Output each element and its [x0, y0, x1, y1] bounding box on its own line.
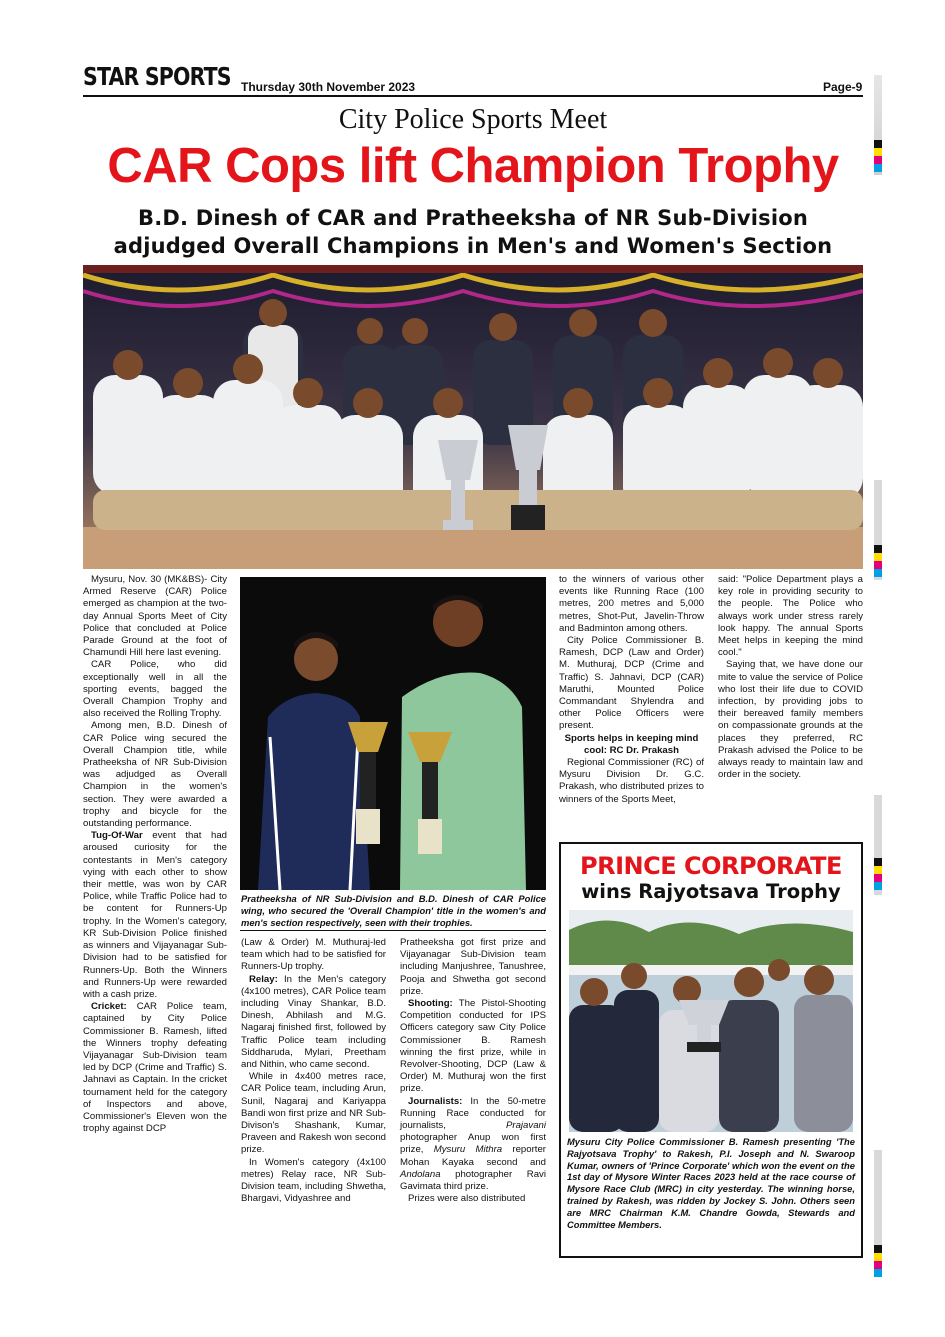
page-number: Page-9: [823, 80, 863, 94]
champions-photo: [240, 577, 546, 890]
article-column-1: [83, 574, 227, 1135]
cmyk-marks: [874, 140, 882, 172]
caption-rule: [240, 930, 546, 931]
paragraph: (Law & Order) M. Muthuraj-led team which had to be satisfied for Runners-Up trophy.: [241, 937, 386, 973]
article-column-2: [241, 937, 386, 1205]
kicker: City Police Sports Meet: [338, 104, 608, 135]
section-title: STAR SPORTS: [83, 62, 231, 91]
paragraph: Saying that, we have done our mite to value the service of Police who lost their life due to COVID infection, by providing jobs to their bereaved family members on compassionate grounds at the places they preferred, RC Prakash advised the Police to be always ready to maintain law and order in the society.: [718, 659, 863, 781]
paragraph-lead: Journalists:: [408, 1095, 463, 1107]
prince-corporate-box: [559, 842, 863, 1258]
paragraph: City Police Commissioner B. Ramesh, DCP (Law and Order) M. Muthuraj, DCP (Crime and Traffic) S. Jahnavi, DCP (CAR) Maruthi, Mounted Police Commandant Shylendra and other Police Officers were present.: [559, 635, 704, 732]
paragraph: Journalists: In the 50-metre Running Race conducted for journalists, Prajavani photographer Anup won first prize, Mysuru Mithra reporter Mohan Kayaka second and Andolana photographer Ravi Gavimata third prize.: [400, 1095, 546, 1193]
publication-name: Mysuru Mithra: [433, 1144, 503, 1156]
cmyk-marks: [874, 545, 882, 577]
article-column-5: [718, 574, 863, 781]
paragraph: Prizes were also distributed: [408, 1193, 526, 1205]
paragraph-lead: Relay:: [249, 973, 278, 985]
article-column-4: [559, 574, 704, 806]
paragraph: to the winners of various other events like Running Race (100 metres, 200 metres and 5,000 metres, Shot-Put, Javelin-Throw and Badminton among others.: [559, 574, 704, 634]
paragraph: said: "Police Department plays a key role in providing security to the people. The Police who always work under stress rarely look happy. The annual Sports Meet helps in keeping the mind cool.": [718, 574, 863, 659]
header-rule: [83, 95, 863, 97]
champions-photo-caption: Pratheeksha of NR Sub-Division and B.D. Dinesh of CAR Police wing, who secured the 'Overall Champion' title in the women's and men's section respectively, seen with their trophies.: [241, 893, 546, 928]
article-column-3: [400, 937, 546, 1205]
deck-line-1: B.D. Dinesh of CAR and Pratheeksha of NR Sub-Division: [137, 206, 808, 230]
box-title: PRINCE CORPORATE: [580, 852, 842, 880]
headline: CAR Cops lift Champion Trophy: [107, 139, 839, 193]
subhead: Sports helps in keeping mind cool: RC Dr. Prakash: [564, 732, 699, 756]
paragraph: While in 4x400 metres race, CAR Police team, including Arun, Sunil, Nagaraj and Kariyappa Bandi won first prize and NR Sub-Divison's Shashank, Kumar, Praveen and Rakesh won second prize.: [241, 1071, 386, 1156]
team-photo: [83, 265, 863, 569]
paragraph: Pratheeksha got first prize and Vijayanagar Sub-Division team including Manjushree, Tanushree, Pooja and Shwetha got second prize.: [400, 937, 546, 997]
paragraph: Regional Commissioner (RC) of Mysuru Division Dr. G.C. Prakash, who distributed prizes to winners of the Sports Meet,: [559, 757, 704, 805]
paragraph-lead: Cricket:: [91, 1001, 127, 1013]
cmyk-marks: [874, 858, 882, 890]
deck-line-2: adjudged Overall Champions in Men's and Women's Section: [113, 234, 833, 258]
publication-name: Andolana: [400, 1168, 441, 1180]
paragraph: Tug-Of-War event that had aroused curiosity for the contestants in Men's category vying with each other to show their mettle, was won by CAR Police, while Traffic Police had to be content for Runners-Up trophy. In the Women's category, KR Sub-Division Police finished as winners and Vijayanagar Sub-Division had to be satisfied for Runners-Up. Both the Winners and Runners-Up were rewarded with a cash prize.: [83, 830, 227, 1000]
paragraph: Mysuru, Nov. 30 (MK&BS)- City Armed Reserve (CAR) Police emerged as champion at the two-day Annual Sports Meet of City Police that concluded at Police Parade Ground at the foot of Chamundi Hill here last evening.: [83, 574, 227, 659]
registration-strip: [874, 1150, 882, 1250]
paragraph: Relay: In the Men's category (4x100 metres), CAR Police team including Vinay Shankar, B.D. Dinesh, Abhilash and M.G. Nagaraj finished first, followed by Traffic Police team including Siddharuda, Mylari, Preetham and Nithin, who came second.: [241, 973, 386, 1071]
paragraph: CAR Police, who did exceptionally well in all the sporting events, bagged the Overall Champion Trophy and also received the Rolling Trophy.: [83, 659, 227, 720]
paragraph: Shooting: The Pistol-Shooting Competition conducted for IPS Officers category saw City Police Commissioner B. Ramesh winning the first prize, while in Revolver-Shooting, DCP (Law & Order) M. Muthuraj won the first prize.: [400, 998, 546, 1095]
publication-name: Prajavani: [506, 1120, 546, 1132]
paragraph-lead: Shooting:: [408, 998, 453, 1010]
box-subtitle: wins Rajyotsava Trophy: [581, 880, 841, 903]
cmyk-marks: [874, 1245, 882, 1277]
paragraph: Among men, B.D. Dinesh of CAR Police wing secured the Overall Champion title, while Pratheeksha of NR Sub-Division was adjudged as Overall Champion in the women's section. They were awarded a trophy and bicycle for the outstanding performance.: [83, 720, 227, 830]
race-trophy-photo: [569, 910, 853, 1132]
paragraph: In Women's category (4x100 metres) Relay race, NR Sub-Division team, including Shwetha, Bhargavi, Vidyashree and: [241, 1156, 386, 1205]
race-photo-caption: Mysuru City Police Commissioner B. Ramesh presenting 'The Rajyotsava Trophy' to Rakesh, P.I. Joseph and N. Swaroop Kumar, owners of 'Prince Corporate' which won the event on the 1st day of Mysore Winter Races 2023 held at the race course of Mysore Race Club (MRC) in city yesterday. The winning horse, trained by Rakesh, was ridden by Jockey S. John. Others seen are MRC Chairman K.M. Chandre Gowda, Stewards and Committee Members.: [567, 1136, 855, 1230]
paragraph-lead: Tug-Of-War: [91, 830, 143, 842]
issue-date: Thursday 30th November 2023: [241, 80, 416, 94]
paragraph: Cricket: CAR Police team, captained by City Police Commissioner B. Ramesh, lifted the Winners trophy defeating Vijayanagar Sub-Division team led by DCP (Crime and Traffic) S. Jahnavi as Captain. In the cricket tournament held for the category of Inspectors and above, Commissioner's Eleven won the trophy against DCP: [83, 1001, 227, 1135]
